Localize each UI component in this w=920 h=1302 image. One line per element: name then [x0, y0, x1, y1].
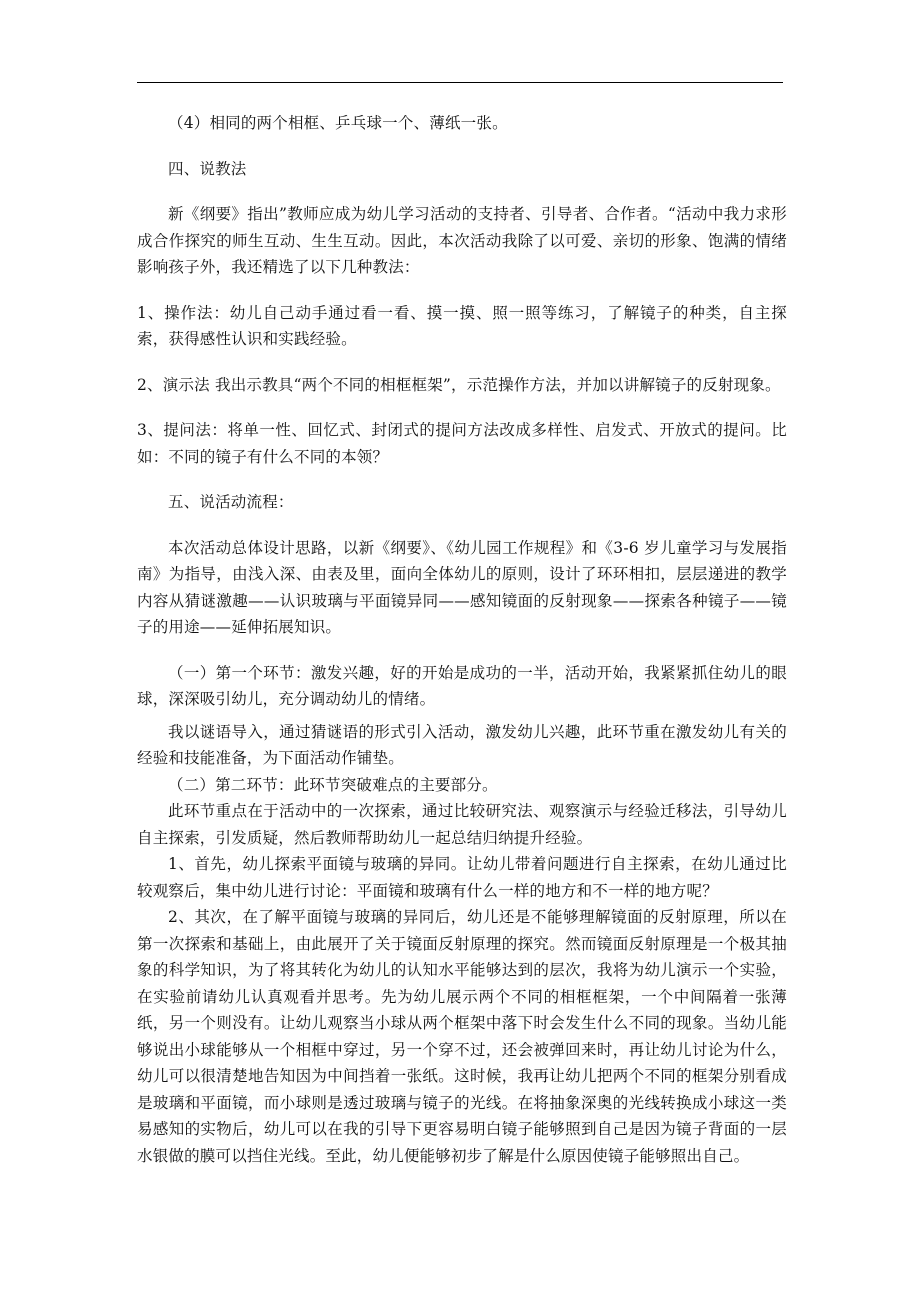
paragraph-design-idea: 本次活动总体设计思路，以新《纲要》、《幼儿园工作规程》和《3-6 岁儿童学习与发展指南》为指导，由浅入深、由表及里，面向全体幼儿的原则，设计了环环相扣，层层递进的教学内容从猜谜激趣——认识玻璃与平面镜异同——感知镜面的反射现象——探索各种镜子——镜子的用途——延伸拓展知识。: [137, 538, 787, 636]
header-rule: [137, 82, 783, 83]
paragraph-method-questioning: 3、提问法：将单一性、回忆式、封闭式的提问方法改成多样性、启发式、开放式的提问。比如：不同的镜子有什么不同的本领？: [137, 421, 787, 466]
paragraph-teaching-methods-intro: 新《纲要》指出”教师应成为幼儿学习活动的支持者、引导者、合作者。“活动中我力求形成合作探究的师生互动、生生互动。因此，本次活动我除了以可爱、亲切的形象、饱满的情绪影响孩子外，我还精选了以下几种教法：: [137, 205, 787, 276]
paragraph-first-explore: 1、首先，幼儿探索平面镜与玻璃的异同。让幼儿带着问题进行自主探索，在幼儿通过比较观察后，集中幼儿进行讨论：平面镜和玻璃有什么一样的地方和不一样的地方呢？: [137, 855, 787, 900]
materials-item-4: （4）相同的两个相框、乒乓球一个、薄纸一张。: [168, 114, 508, 132]
paragraph-step-two: （二）第二环节：此环节突破难点的主要部分。: [168, 775, 498, 794]
paragraph-step-two-focus: 此环节重点在于活动中的一次探索，通过比较研究法、观察演示与经验迁移法，引导幼儿自主探索，引发质疑，然后教师帮助幼儿一起总结归纳提升经验。: [137, 802, 787, 847]
paragraph-method-demonstration: 2、演示法 我出示教具“两个不同的相框框架”，示范操作方法，并加以讲解镜子的反射现象。: [137, 375, 781, 394]
paragraph-method-operation: 1、操作法：幼儿自己动手通过看一看、摸一摸、照一照等练习，了解镜子的种类，自主探索，获得感性认识和实践经验。: [137, 303, 787, 348]
document-body: [137, 110, 787, 1169]
paragraph-second-explore: 2、其次，在了解平面镜与玻璃的异同后，幼儿还是不能够理解镜面的反射原理，所以在第一次探索和基础上，由此展开了关于镜面反射原理的探究。然而镜面反射原理是一个极其抽象的科学知识，为了将其转化为幼儿的认知水平能够达到的层次，我将为幼儿演示一个实验，在实验前请幼儿认真观看并思考。先为幼儿展示两个不同的相框框架，一个中间隔着一张薄纸，另一个则没有。让幼儿观察当小球从两个框架中落下时会发生什么不同的现象。当幼儿能够说出小球能够从一个相框中穿过，另一个穿不过，还会被弹回来时，再让幼儿讨论为什么，幼儿可以很清楚地告知因为中间挡着一张纸。这时候，我再让幼儿把两个不同的框架分别看成是玻璃和平面镜，而小球则是透过玻璃与镜子的光线。在将抽象深奥的光线转换成小球这一类易感知的实物后，幼儿可以在我的引导下更容易明白镜子能够照到自己是因为镜子背面的一层水银做的膜可以挡住光线。至此，幼儿便能够初步了解是什么原因使镜子能够照出自己。: [137, 908, 787, 1165]
paragraph-step-one: （一）第一个环节：激发兴趣，好的开始是成功的一半，活动开始，我紧紧抓住幼儿的眼球，深深吸引幼儿，充分调动幼儿的情绪。: [137, 663, 787, 708]
section-heading-activity-flow: 五、说活动流程：: [168, 493, 294, 511]
paragraph-riddle-intro: 我以谜语导入，通过猜谜语的形式引入活动，激发幼儿兴趣，此环节重在激发幼儿有关的经验和技能准备，为下面活动作铺垫。: [137, 722, 787, 767]
section-heading-teaching-methods: 四、说教法: [168, 159, 247, 178]
